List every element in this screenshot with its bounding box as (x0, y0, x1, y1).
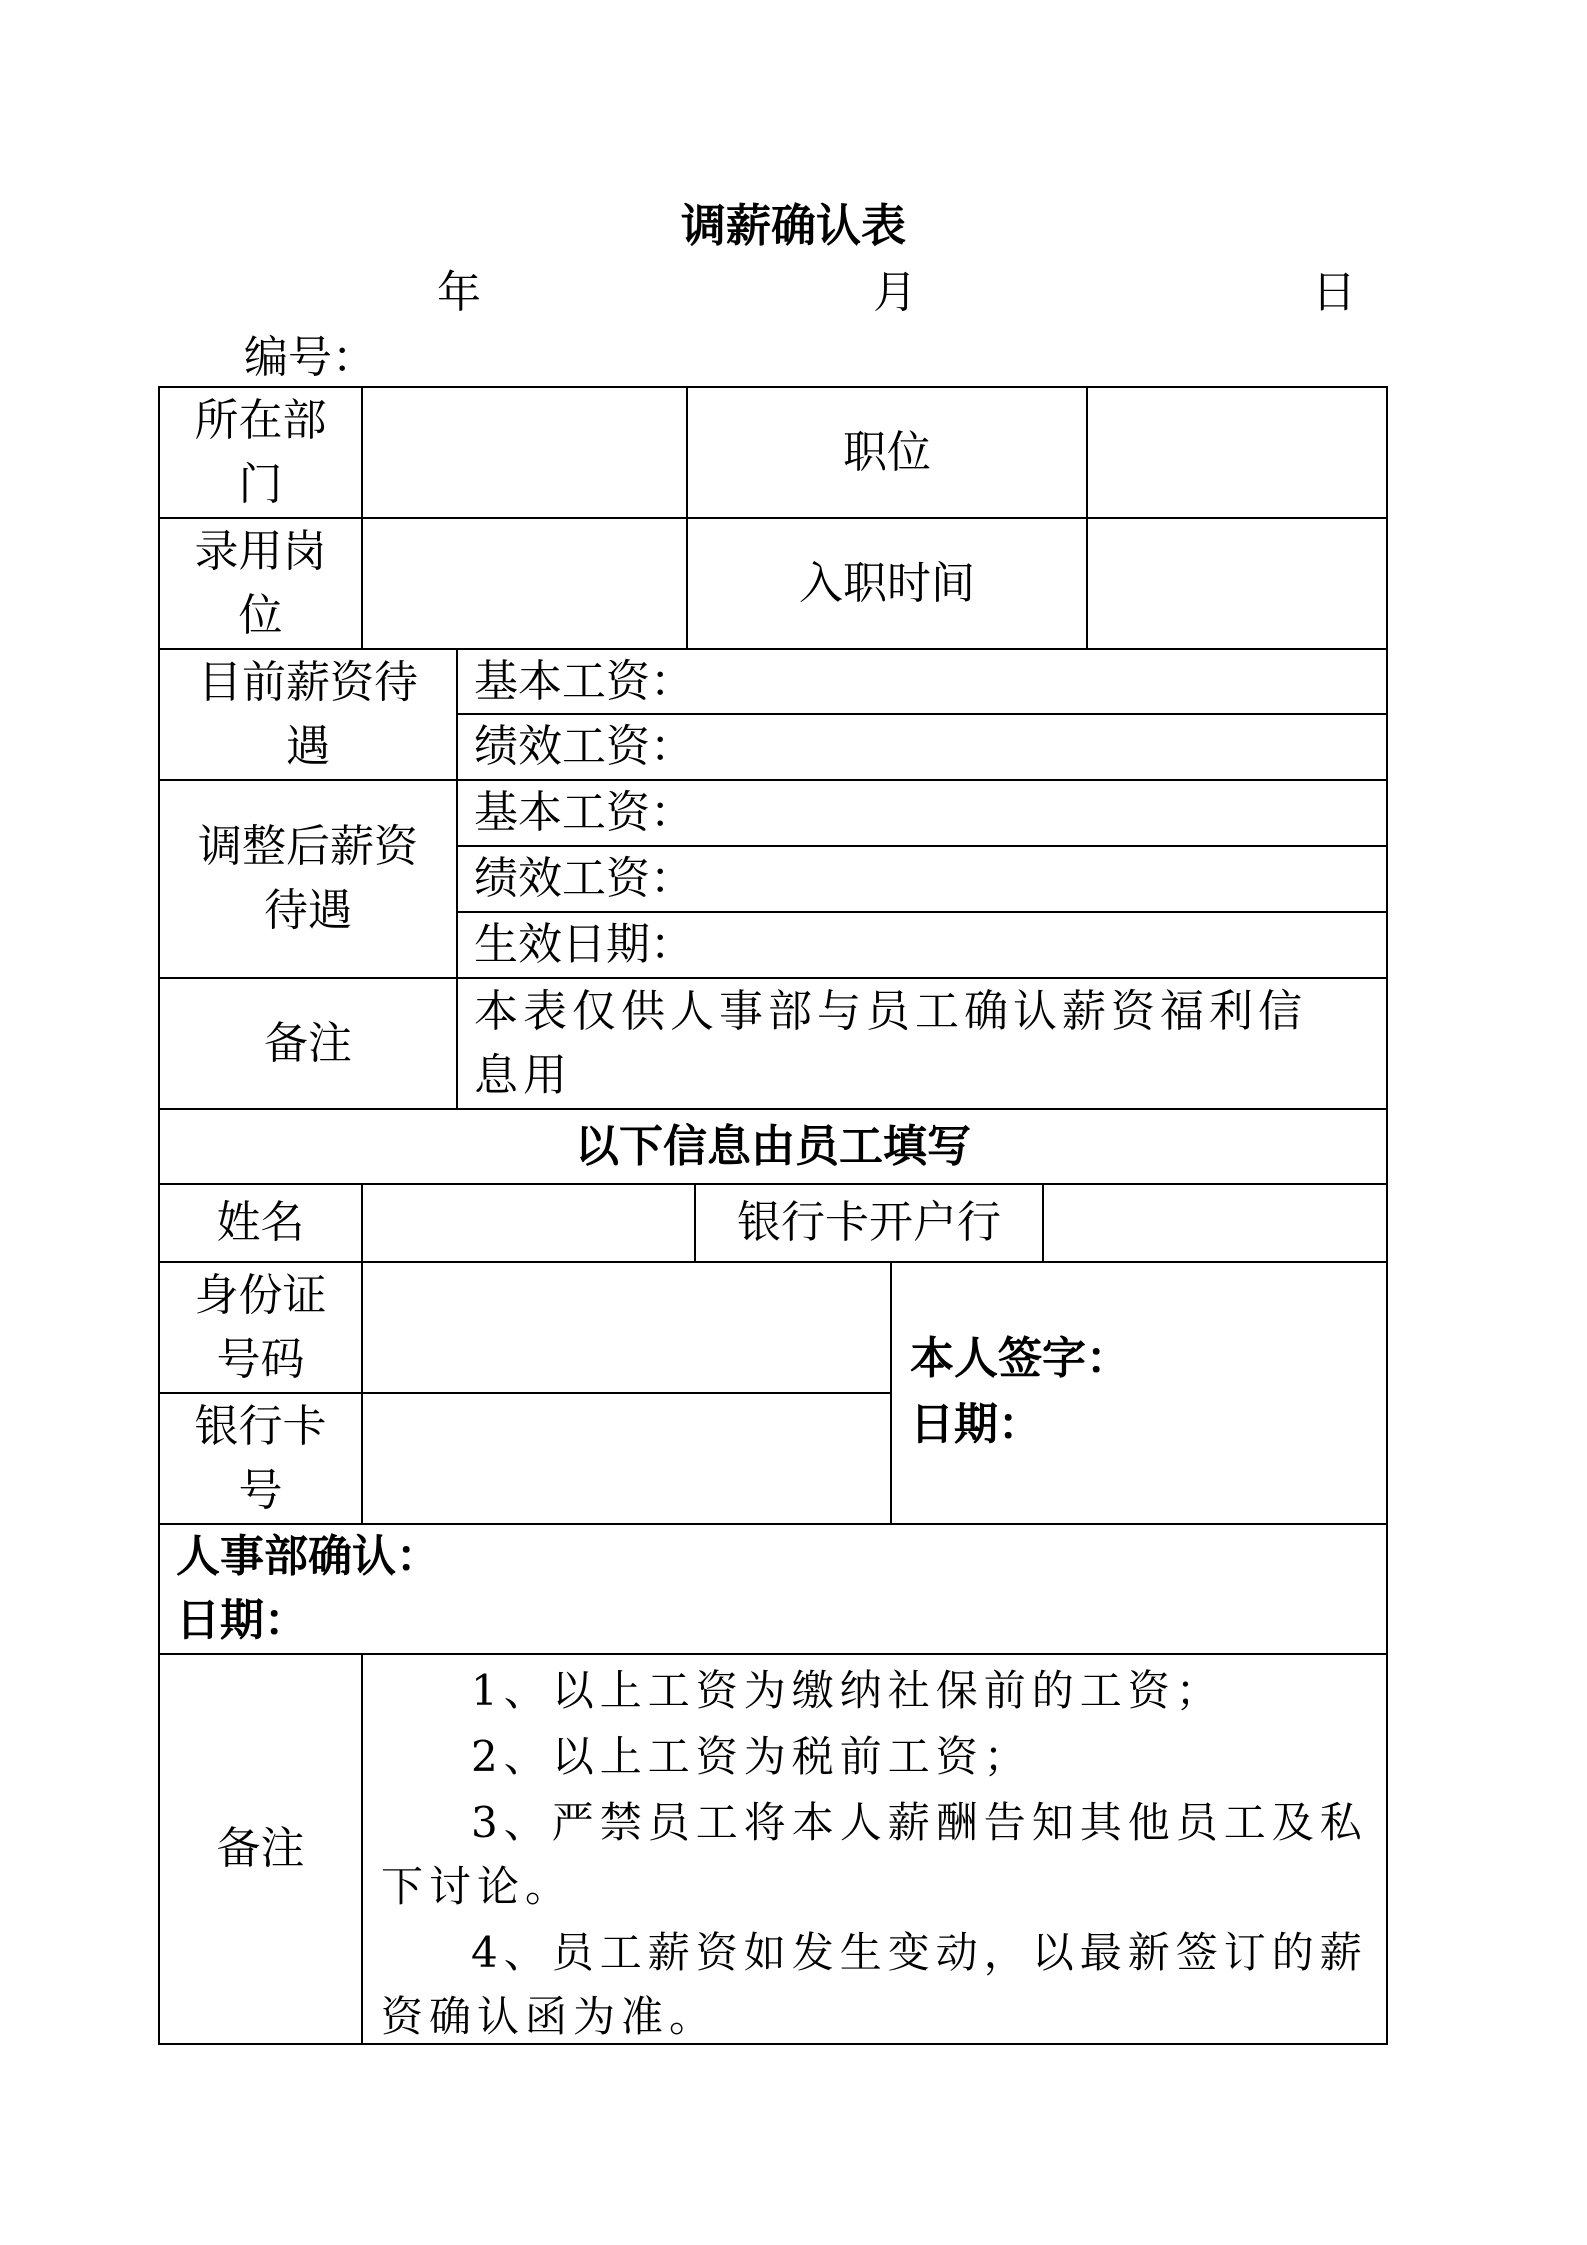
notes-label: 备注 (216, 1823, 305, 1874)
remark-text: 本表仅供人事部与员工确认薪资福利信息用 (474, 985, 1307, 1101)
department-label: 所在部门 (194, 394, 327, 510)
entry-time-label: 入职时间 (799, 557, 975, 609)
adjusted-base-salary-field[interactable]: 基本工资： (474, 787, 694, 838)
date-month-label: 月 (873, 267, 917, 318)
notes-item: 2、以上工资为税前工资； (471, 1732, 1032, 1781)
serial-number-label: 编号： (244, 332, 376, 383)
current-performance-salary-field[interactable]: 绩效工资： (474, 721, 694, 772)
bank-branch-label: 银行卡开户行 (737, 1197, 1001, 1248)
hr-confirm-block[interactable] (176, 1525, 440, 1653)
date-year-label: 年 (437, 267, 481, 318)
notes-item: 1、以上工资为缴纳社保前的工资； (471, 1666, 1224, 1715)
hr-confirm-date-label: 日期： (176, 1595, 308, 1646)
adjusted-performance-salary-field[interactable]: 绩效工资： (474, 853, 694, 904)
bank-card-label: 银行卡号 (194, 1400, 327, 1516)
col-divider (361, 1653, 363, 2043)
employee-section-header: 以下信息由员工填写 (575, 1120, 971, 1172)
position-label: 职位 (843, 426, 931, 478)
employee-signature-date-label: 日期： (910, 1399, 1042, 1450)
form-title: 调薪确认表 (680, 199, 906, 252)
notes-item: 4、员工薪资如发生变动，以最新签订的薪资确认函为准。 (381, 1928, 1368, 2041)
hired-post-label: 录用岗位 (194, 525, 327, 641)
effective-date-field[interactable]: 生效日期： (474, 919, 694, 970)
hr-confirm-label: 人事部确认： (176, 1531, 440, 1582)
entry-time-value[interactable] (1088, 519, 1386, 648)
col-divider (890, 1261, 892, 1523)
col-divider (456, 648, 458, 1108)
employee-signature-label: 本人签字： (910, 1333, 1130, 1384)
employee-signature-block[interactable] (910, 1326, 1130, 1458)
id-number-label: 身份证号码 (194, 1269, 327, 1385)
table-border-right (1386, 386, 1388, 2045)
position-value[interactable] (1088, 388, 1386, 517)
department-value[interactable] (363, 388, 686, 517)
id-number-value[interactable] (363, 1263, 890, 1392)
current-base-salary-field[interactable]: 基本工资： (474, 655, 694, 707)
bank-branch-value[interactable] (1044, 1185, 1386, 1261)
current-salary-label: 目前薪资待遇 (198, 656, 418, 772)
name-value[interactable] (363, 1185, 694, 1261)
name-label: 姓名 (216, 1197, 305, 1248)
remark-label: 备注 (264, 1017, 352, 1069)
date-day-label: 日 (1312, 267, 1356, 318)
adjusted-salary-label: 调整后薪资待遇 (198, 821, 418, 936)
hired-post-value[interactable] (363, 519, 686, 648)
notes-item: 3、严禁员工将本人薪酬告知其他员工及私下讨论。 (381, 1798, 1368, 1911)
bank-card-value[interactable] (363, 1394, 890, 1523)
